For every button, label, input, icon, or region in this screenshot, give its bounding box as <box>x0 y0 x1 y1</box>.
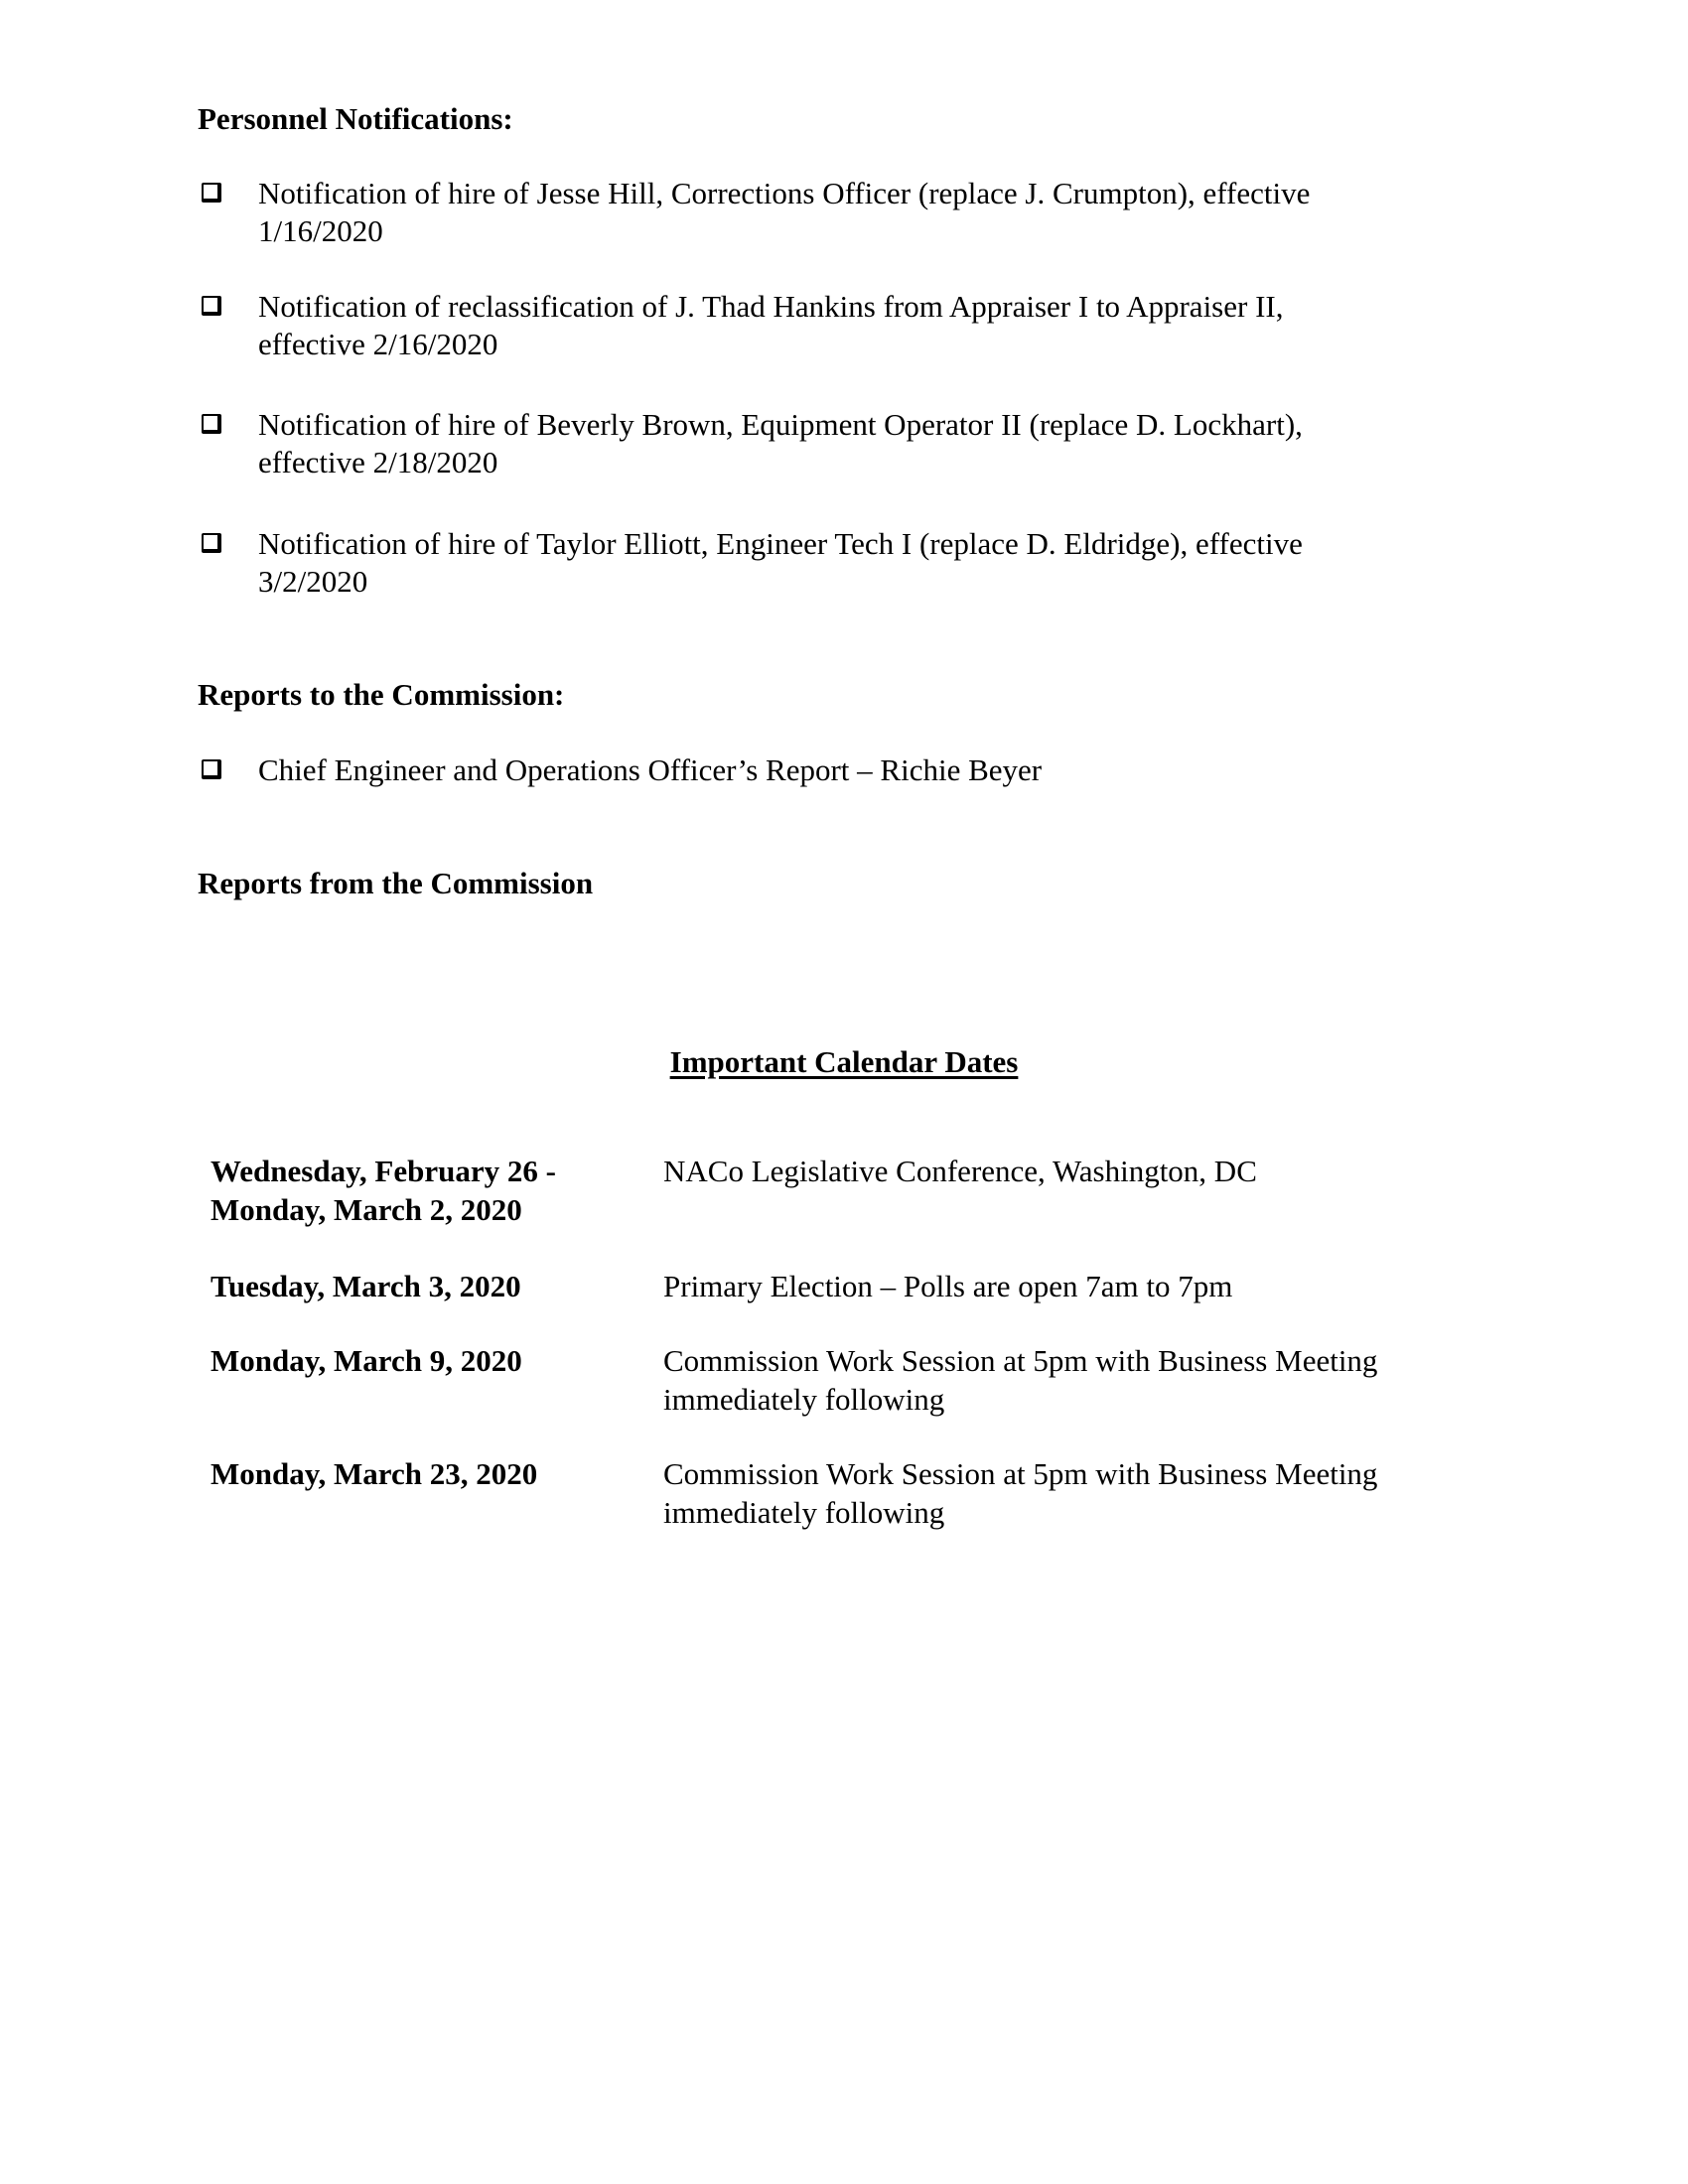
desc-line: immediately following <box>663 1382 945 1417</box>
item-line: 1/16/2020 <box>258 213 383 248</box>
personnel-item-text <box>258 406 1430 481</box>
desc-line: Commission Work Session at 5pm with Business Meeting <box>663 1456 1378 1491</box>
personnel-item-text <box>258 525 1430 601</box>
item-line: Notification of hire of Taylor Elliott, Engineer Tech I (replace D. Eldridge), effective <box>258 526 1303 561</box>
calendar-date <box>211 1454 628 1493</box>
item-line: Chief Engineer and Operations Officer’s Report – Richie Beyer <box>258 752 1043 787</box>
calendar-description <box>663 1454 1458 1532</box>
date-line: Monday, March 2, 2020 <box>211 1192 522 1227</box>
desc-line: NACo Legislative Conference, Washington, DC <box>663 1154 1257 1188</box>
date-line: Wednesday, February 26 - <box>211 1154 556 1188</box>
calendar-description <box>663 1152 1458 1190</box>
calendar-description <box>663 1267 1458 1305</box>
empty-checkbox-icon[interactable] <box>202 296 221 316</box>
desc-line: Primary Election – Polls are open 7am to 7pm <box>663 1269 1233 1303</box>
empty-checkbox-icon[interactable] <box>202 533 221 553</box>
report-item-text <box>258 751 1430 789</box>
calendar-date <box>211 1267 628 1305</box>
calendar-description <box>663 1341 1458 1419</box>
item-line: effective 2/16/2020 <box>258 327 498 361</box>
item-line: 3/2/2020 <box>258 564 368 599</box>
personnel-item-text <box>258 288 1430 363</box>
reports-from-commission-heading: Reports from the Commission <box>198 866 594 900</box>
calendar-date <box>211 1152 628 1229</box>
date-line: Tuesday, March 3, 2020 <box>211 1269 521 1303</box>
calendar-date <box>211 1341 628 1380</box>
personnel-item-text <box>258 175 1430 250</box>
personnel-notifications-heading: Personnel Notifications: <box>198 101 513 136</box>
date-line: Monday, March 23, 2020 <box>211 1456 538 1491</box>
empty-checkbox-icon[interactable] <box>202 414 221 434</box>
item-line: Notification of hire of Jesse Hill, Corrections Officer (replace J. Crumpton), effective <box>258 176 1311 210</box>
desc-line: Commission Work Session at 5pm with Business Meeting <box>663 1343 1378 1378</box>
item-line: Notification of hire of Beverly Brown, Equipment Operator II (replace D. Lockhart), <box>258 407 1303 442</box>
date-line: Monday, March 9, 2020 <box>211 1343 522 1378</box>
reports-to-commission-heading: Reports to the Commission: <box>198 677 565 712</box>
calendar-title: Important Calendar Dates <box>669 1044 1019 1079</box>
item-line: Notification of reclassification of J. Thad Hankins from Appraiser I to Appraiser II, <box>258 289 1284 324</box>
desc-line: immediately following <box>663 1495 945 1530</box>
item-line: effective 2/18/2020 <box>258 445 498 479</box>
empty-checkbox-icon[interactable] <box>202 759 221 779</box>
empty-checkbox-icon[interactable] <box>202 183 221 203</box>
